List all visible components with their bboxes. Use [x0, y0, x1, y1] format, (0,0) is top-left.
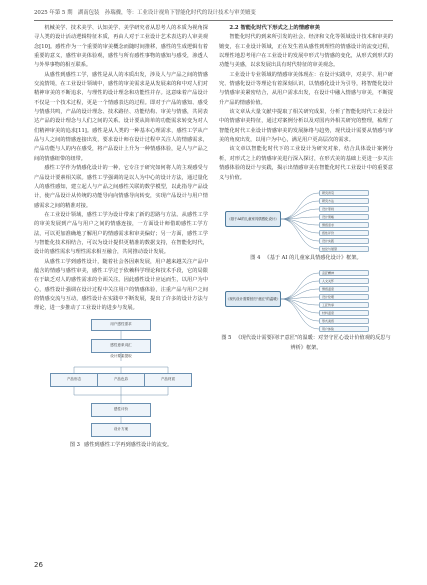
- mindmap-branch: 情感温度: [319, 286, 369, 292]
- right-column: [219, 24, 393, 356]
- page-number: 26: [34, 561, 43, 569]
- paragraph: 感性工学作为情感化设计的一种，它专注于研究如何将人的主观感受与产品设计要素相关联。感性工学强调的是以人为中心的设计方法，通过量化人的感性感知，建立起人与产品之间感性关联的数学模型，以此指导产品设计，使产品设计从传统的功能导向向情感导向转变，实现产品设计与用户情感需求之间的精准对接。: [34, 165, 208, 209]
- paragraph: 该文章从大量文献中提取了相关研究成果，分析了智能化时代工业设计中的情感审美特征，通过对案例分析以及对国内外相关研究的整理，梳理了智能化时代工业设计情感审美的发展脉络与趋势，现代设计需要从情感与审美的角度出发，以用户为中心，满足用户更高层次的需求。: [219, 109, 393, 144]
- mindmap-branch: 设计伦理: [319, 294, 369, 300]
- running-header: 2025 年第 5 期 湖南包装 孙瑞骤，等：工业设计视角下智能化时代的设计技术与审美嬗变: [34, 8, 393, 21]
- mindmap-branch: 形式美感: [319, 318, 369, 324]
- mindmap-branch: 研究背景: [319, 190, 369, 196]
- flow-box: 用户感性需求: [91, 319, 151, 331]
- section-heading: 2.2 智能化时代下形式之上的情感审美: [229, 25, 320, 31]
- mindmap-center: 《现代设计需要回归"意匠"的温暖》: [225, 291, 281, 307]
- flow-box: 设计方案: [91, 423, 151, 437]
- figure-4-caption: [219, 254, 393, 263]
- figure-3-flowchart: [34, 317, 208, 439]
- figure-5-mindmap: [219, 266, 393, 332]
- paragraph: 从感性到感性工学，感性是从人的本质出发，涉及人与产品之间的情感交流情境，在工业设计领域中，感性的审美需求是从发展来的和中对人们对精神审美的不断追求，与理性的设计理念和功能性并存。这意味着产品设计不仅是一个技术过程，更是一个情感表达的过程。即对于产品的感知、感受与情感共鸣，产品的设计理念、技术路径、功能结构、审美与情感，共同表达产品的设计理念与人们之间的关系。设计要从简单的功能需求转变为对人们精神审美的追求[11]。感性是从人类的一种基本心理需求，感性工学从产品与人之间的情感连接出发，要求设计师在设计过程中关注人的情感需求，产品功能与人的内在感受，将产品设计上升为一种情感体验，是人与产品之间的情感纽带的纽带。: [34, 71, 208, 162]
- flow-box: 感性意象词汇: [91, 339, 151, 353]
- paragraph: 工业设计专业领域的情感审美体现在：在设计实践中，对美学、用户研究、情感化设计等理论有着深刻认识，以情感化设计为引导，将智能化设计与情感审美紧密结合，从用户需求出发，在设计中融入情感与审美，不断提升产品的情感价值。: [219, 71, 393, 106]
- caption-number: 图 4: [250, 254, 261, 261]
- mindmap-branch: 材料温度: [319, 310, 369, 316]
- mindmap-branch: 设计策略: [319, 214, 369, 220]
- flow-box: 产品色彩: [97, 373, 145, 387]
- mindmap-branch: 意匠精神: [319, 270, 369, 276]
- flow-box: 产品材质: [144, 373, 192, 387]
- flow-box: 产品形态: [50, 373, 98, 387]
- paragraph: 从感性工学到感性设计，随着社会各因素发展，用户越来越关注产品中蕴含的情感与感性审美，感性工学过于依赖科学理论和技术手段，它的局限在于缺乏对人的感性需求的全面关注。因此感性设计应运而生，以用户为中心，感性设计强调在设计过程中关注用户的情感体验，注重产品与用户之间的情感交流与互动，感性设计在实践中不断发展，提出了许多的设计方法与理论，进一步推动了工业设计的进步与发展。: [34, 258, 208, 312]
- mindmap-branch: 设计原则: [319, 206, 369, 212]
- mindmap-branch: 情感需求: [319, 222, 369, 228]
- paragraph: 智能化时代的到来所引发的社会、经济和文化等领域设计技术和审美的嬗变，在工业设计领域，正在发生着从感性到理性的情感设计的流变过程，以理性地思考用户在工业设计的发展中形式与情感的变化，从形式到形式的功能与美感，以求发展出具有时代特征的审美观念。: [219, 34, 393, 69]
- paragraph: 机械美学、技术美学、认知美学、美学研究者从思考人的本质为视角探寻人类的设计活动逻辑特征本质，再由人对于工业设计艺术表达的人审美观念[10]。感性作为一个重要的审美概念而随时间推移，感性的生成逻辑有着重要的意义，感性审美体验观，感性与所有感性事物的感知与感受，渗透人与外界事物的相互联系。: [34, 25, 208, 69]
- mindmap-branch: 感性评价: [319, 230, 369, 236]
- mindmap-branch: 设计实践: [319, 238, 369, 244]
- mindmap-branch: 研究方法: [319, 198, 369, 204]
- paragraph: 该文章以智能化时代下的工业设计为研究对象，结合具体设计案例分析，对形式之上的情感审美进行深入探讨，在形式美的基础上更进一步关注情感体验的设计与实践，揭示出情感审美在智能化时代工业设计中的重要意义与价值。: [219, 146, 393, 181]
- figure-3-caption: [34, 441, 208, 450]
- flow-box: 感性评价: [91, 403, 151, 417]
- figure-4-mindmap: [219, 186, 393, 252]
- figure-5-caption: [219, 334, 393, 353]
- caption-number: 图 5: [221, 335, 232, 342]
- caption-text: 《基于 AI 的儿童家具情感化设计》框架。: [264, 254, 362, 261]
- paragraph: 在工业设计领域，感性工学为设计带来了新的思路与方法。从感性工学的审美发展到产品与用户之间的情感连接，一方面设计师借助感性工学方法，可以更加准确地了解用户的情感需求和审美偏好；另一方面，感性工学与智能化技术相结合，可以为设计提供更精准的数据支持，在智能化时代，设计的感性需求与理性需求相互融合，共同推动设计发展。: [34, 211, 208, 256]
- caption-text: 《现代设计需要回归"意匠"的温暖：对坚守匠心设计价值观的反思与辨析》框架。: [235, 335, 391, 351]
- mindmap-branch: 用户体验: [319, 326, 369, 332]
- mindmap-branch: 人文关怀: [319, 278, 369, 284]
- left-column: [34, 24, 208, 453]
- mindmap-center: 《基于AI的儿童家具情感化设计》: [225, 211, 281, 227]
- caption-text: 感性到感性工学再到感性设计的流变。: [83, 441, 173, 448]
- flow-box: 设计要素提取: [110, 354, 132, 359]
- caption-number: 图 3: [69, 441, 80, 448]
- mindmap-branch: 结论与展望: [319, 246, 369, 252]
- mindmap-branch: 工匠传承: [319, 302, 369, 308]
